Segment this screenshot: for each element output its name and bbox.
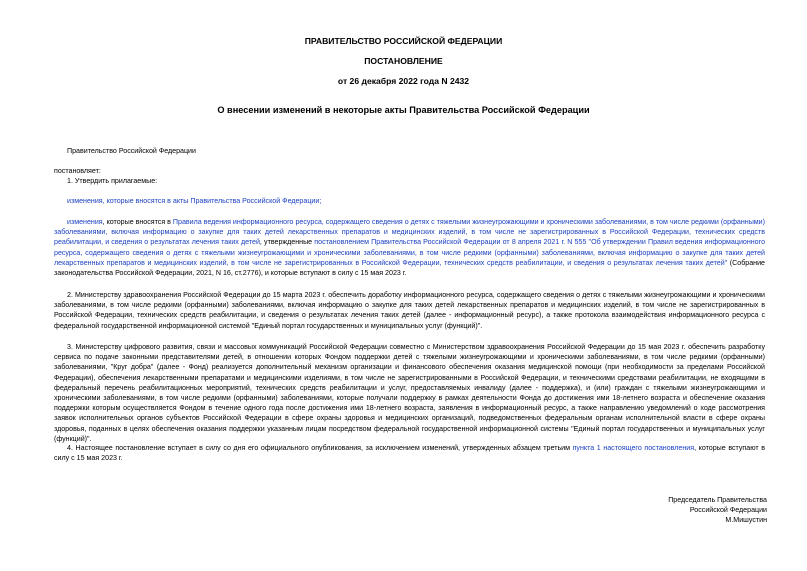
document-date-number: от 26 декабря 2022 года N 2432 (337, 76, 470, 86)
paragraph-changes-rules (54, 217, 765, 278)
rules-link[interactable]: Правила ведения информационного ресурса, содержащего сведения о детях с тяжелыми жизнеугрожающими и хроническими заболеваниями, в том числе редкими (орфанными) заболеваниями, включая информацию о закупке для таких детей лекарственных препаратов и медицинских изделий, в том числе не зарегистрированных в Российской Федерации, технических средств реабилитации, и сведения о результатах лечения таких детей (54, 218, 765, 247)
para1-text-2: , утвержденные (259, 238, 315, 247)
paragraph-4 (54, 443, 765, 463)
signature-name: М.Мишустин (725, 516, 767, 524)
decides-text: постановляет: (54, 167, 101, 175)
item-1-link[interactable]: пункта 1 настоящего постановления (572, 444, 695, 452)
changes-link-2[interactable]: изменения (67, 218, 103, 226)
document-type-heading: ПОСТАНОВЛЕНИЕ (364, 56, 443, 66)
signature-title: Председатель Правительства (668, 496, 767, 504)
issuer-text: Правительство Российской Федерации (67, 147, 196, 155)
resolution-555-link[interactable]: постановлением Правительства Российской Федерации от 8 апреля 2021 г. N 555 "Об утверждении Правил ведения информационного ресурса, содержащего сведения о детях с тяжелыми жизнеугрожающими и хроническими заболеваниями, в том числе редкими (орфанными) заболеваниями, включая информацию о закупке для таких детей лекарственных препаратов и медицинских изделий, в том числе не зарегистрированных в Российской Федерации, технических средств реабилитации, и сведения о результатах лечения таких детей" (54, 238, 766, 267)
document-title: О внесении изменений в некоторые акты Правительства Российской Федерации (217, 105, 590, 115)
item-1-text: 1. Утвердить прилагаемые: (67, 177, 158, 185)
para4-text-1: 4. Настоящее постановление вступает в силу со дня его официального опубликования, за исключением изменений, утвержденных абзацем третьим (67, 444, 573, 452)
paragraph-2: 2. Министерству здравоохранения Российской Федерации до 15 марта 2023 г. обеспечить доработку информационного ресурса, содержащего сведения о детях с тяжелыми жизнеугрожающими и хроническими заболеваниями, в том числе редкими (орфанными) заболеваниями, включая информацию о закупке для таких детей лекарственных препаратов и медицинских изделий, в том числе не зарегистрированных в Российской Федерации, технических средств реабилитации, и сведения о результатах лечения таких детей (далее - информационный ресурс), а также протокола взаимодействия информационного ресурса с федеральной государственной информационной системой "Единый портал государственных и муниципальных услуг (функций)". (54, 291, 765, 330)
para4-text-2: , которые вступают в силу с 15 мая 2023 г. (54, 444, 765, 463)
government-heading: ПРАВИТЕЛЬСТВО РОССИЙСКОЙ ФЕДЕРАЦИИ (304, 36, 503, 46)
signature-country: Российской Федерации (689, 506, 767, 514)
para1-text-3: (Собрание законодательства Российской Федерации, 2021, N 16, ст.2776), и которые вступают в силу с 15 мая 2023 г. (54, 258, 765, 278)
changes-link[interactable]: изменения, которые вносятся в акты Правительства Российской Федерации; (67, 197, 322, 205)
para1-text-1: , которые вносятся в (102, 218, 173, 226)
paragraph-3: 3. Министерству цифрового развития, связи и массовых коммуникаций Российской Федерации совместно с Министерством здравоохранения Российской Федерации до 15 мая 2023 г. обеспечить разработку сервиса по подаче законными представителями детей, в отношении которых Фондом поддержки детей с тяжелыми жизнеугрожающими и хроническими заболеваниями, в том числе редкими (орфанными) заболеваниями, "Круг добра" (далее - Фонд) реализуется дополнительный механизм организации и финансового обеспечения оказания медицинской помощи (при необходимости за пределами Российской Федерации), обеспечения лекарственными препаратами и медицинскими изделиями, в том числе не зарегистрированными в Российской Федерации, и техническими средствами реабилитации, не входящими в федеральный перечень реабилитационных мероприятий, технических средств реабилитации и услуг, предоставляемых инвалиду (далее - поддержка), и (или) граждан с тяжелыми жизнеугрожающими и хроническими заболеваниями, в том числе редкими (орфанными) заболеваниями, которые получали поддержку в рамках деятельности Фонда до достижения ими 18-летнего возраста и обеспечение оказания поддержки которым осуществляется Фондом в течение одного года после достижения ими 18-летнего возраста, заявления в информационный ресурс, а также направлению уведомлений о ходе рассмотрения заявок исполнительных органов субъектов Российской Федерации в сфере охраны здоровья и медицинских организаций, подведомственных федеральным органам исполнительной власти в сфере охраны здоровья, поданных в целях обеспечения оказания поддержки указанным лицам посредством федеральной государственной информационной системы "Единый портал государственных и муниципальных услуг (функций)". (54, 343, 765, 443)
